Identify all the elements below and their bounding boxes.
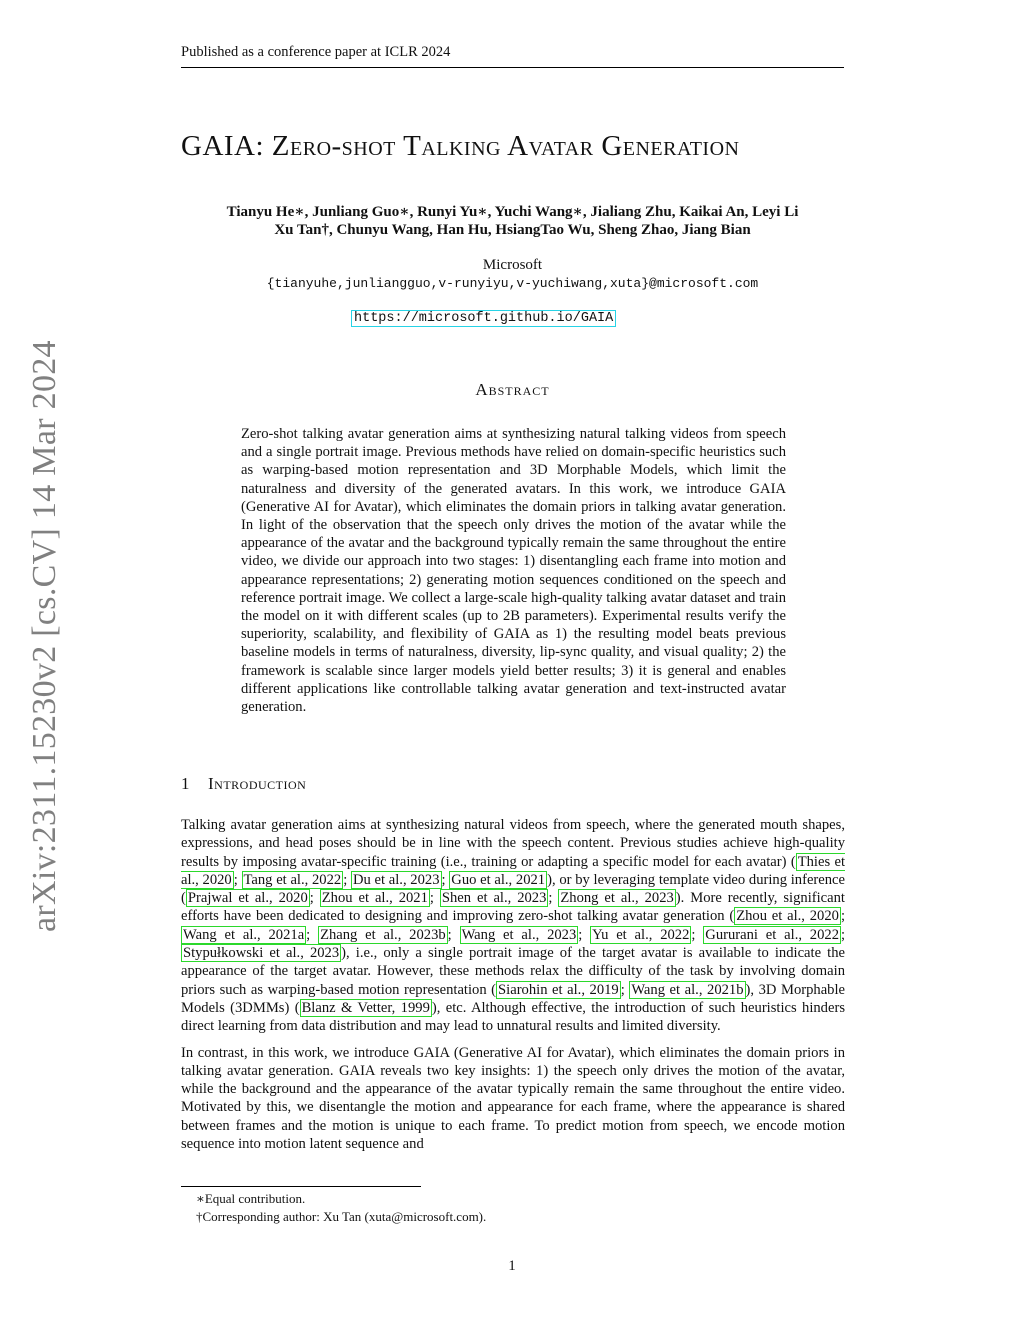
text-run: ; bbox=[841, 926, 846, 943]
text-run: ; bbox=[578, 926, 591, 943]
author-line-2: Xu Tan†, Chunyu Wang, Han Hu, HsiangTao Wu, Sheng Zhao, Jiang Bian bbox=[274, 222, 751, 238]
citation-link[interactable]: Du et al., 2023 bbox=[352, 871, 440, 888]
citation-link[interactable]: Tang et al., 2022 bbox=[243, 871, 342, 888]
page-number: 1 bbox=[508, 1258, 516, 1274]
affiliation: Microsoft bbox=[482, 257, 543, 273]
section-heading bbox=[181, 774, 306, 794]
citation-link[interactable]: Zhang et al., 2023b bbox=[320, 926, 446, 943]
text-run: ; bbox=[840, 908, 845, 925]
citation-link[interactable]: Guo et al., 2021 bbox=[451, 871, 546, 888]
text-run: ), etc. Although effective, the introduction of such heuristics hinders direct learning from data distribution and may lead to unnatural results and limited diversity. bbox=[181, 999, 845, 1035]
citation-link[interactable]: Wang et al., 2023 bbox=[461, 926, 577, 943]
text-run: ), or by leveraging template video during inference ( bbox=[181, 871, 846, 907]
text-run: ), i.e., only a single portrait image of the target avatar is available to indicate the appearance of the target avatar. However, these methods relax the difficulty of the task by involving domain priors such as warping-based motion representation ( bbox=[181, 945, 845, 998]
text-run: ; bbox=[429, 890, 440, 907]
text-run: ; bbox=[309, 890, 320, 907]
section-number: 1 bbox=[181, 774, 190, 793]
author-line-1: Tianyu He∗, Junliang Guo∗, Runyi Yu∗, Yuchi Wang∗, Jialiang Zhu, Kaikai An, Leyi Li bbox=[226, 204, 799, 220]
section-title: Introduction bbox=[208, 774, 307, 793]
text-run: ; bbox=[447, 926, 460, 943]
citation-link[interactable]: Zhong et al., 2023 bbox=[560, 890, 674, 907]
citation-link[interactable]: Siarohin et al., 2019 bbox=[498, 981, 619, 998]
footnote-rule bbox=[181, 1186, 421, 1187]
paragraph-1 bbox=[181, 816, 845, 1036]
text-run: ; bbox=[441, 871, 450, 888]
citation-link[interactable]: Zhou et al., 2020 bbox=[736, 908, 839, 925]
text-run: ; bbox=[691, 926, 704, 943]
text-run: ). More recently, significant efforts have been dedicated to designing and improving zero-shot talking avatar generation ( bbox=[181, 890, 845, 925]
citation-link[interactable]: Stypułkowski et al., 2023 bbox=[183, 945, 340, 962]
citation-link[interactable]: Prajwal et al., 2020 bbox=[187, 890, 308, 907]
footnote-corresponding-author: †Corresponding author: Xu Tan (xuta@microsoft.com). bbox=[196, 1209, 487, 1224]
text-run: Talking avatar generation aims at synthesizing natural videos from speech, where the generated mouth shapes, expressions, and head poses should be in line with the speech content. Previous studies achieve high-quality results by imposing avatar-specific training (i.e., training or adapting a specific model for each avatar) ( bbox=[181, 817, 845, 870]
text-run: ; bbox=[548, 890, 559, 907]
text-run: ; bbox=[620, 981, 630, 998]
text-run: ; bbox=[233, 871, 242, 888]
citation-link[interactable]: Blanz & Vetter, 1999 bbox=[301, 999, 430, 1016]
arxiv-stamp: arXiv:2311.15230v2 [cs.CV] 14 Mar 2024 bbox=[26, 340, 63, 932]
text-run: ; bbox=[343, 871, 351, 888]
text-run: ; bbox=[306, 926, 319, 943]
author-list bbox=[181, 203, 844, 239]
citation-link[interactable]: Yu et al., 2022 bbox=[592, 926, 690, 943]
citation-link[interactable]: Wang et al., 2021a bbox=[183, 926, 305, 943]
paragraph-2: In contrast, in this work, we introduce GAIA (Generative AI for Avatar), which eliminates the domain priors in talking avatar generation. GAIA reveals two key insights: 1) the speech only drives the motion of the avatar, while the background and the appearance of the avatar typically remain the same throughout the entire video. Motivated by this, we disentangle the motion and appearance for each frame, where the appearance is shared between frames and the motion is unique to each frame. To predict motion from speech, we encode motion sequence into motion latent sequence and bbox=[181, 1044, 845, 1153]
citation-link[interactable]: Thies et al., 2020 bbox=[181, 853, 845, 888]
footnote-equal-contribution: ∗Equal contribution. bbox=[196, 1191, 306, 1206]
abstract-heading: Abstract bbox=[475, 380, 550, 399]
author-emails: {tianyuhe,junliangguo,v-runyiyu,v-yuchiwang,xuta}@microsoft.com bbox=[266, 276, 759, 291]
paper-title: GAIA: Zero-shot Talking Avatar Generation bbox=[181, 130, 740, 162]
citation-link[interactable]: Gururani et al., 2022 bbox=[705, 926, 839, 943]
citation-link[interactable]: Shen et al., 2023 bbox=[441, 890, 547, 907]
citation-link[interactable]: Zhou et al., 2021 bbox=[321, 890, 428, 907]
introduction-body bbox=[181, 816, 845, 1161]
abstract-text: Zero-shot talking avatar generation aims at synthesizing natural talking videos from speech and a single portrait image. Previous methods have relied on domain-specific heuristics such as warping-based motion representation and 3D Morphable Models, which limit the naturalness and diversity of the generated avatars. In this work, we introduce GAIA (Generative AI for Avatar), which eliminates the domain priors in talking avatar generation. In light of the observation that the speech only drives the motion of the avatar while the appearance of the avatar and the background typically remain the same throughout the entire video, we divide our approach into two stages: 1) disentangling each frame into motion and appearance representations; 2) generating motion sequences conditioned on the speech and reference portrait image. We collect a large-scale high-quality talking avatar dataset and train the model on it with different scales (up to 2B parameters). Experimental results verify the superiority, scalability, and flexibility of GAIA as 1) the resulting model beats previous baseline models in terms of naturalness, diversity, lip-sync quality, and visual quality; 2) the framework is scalable since larger models yield better results; 3) it is general and enables different applications like controllable talking avatar generation and text-instructed avatar generation. bbox=[241, 426, 786, 716]
footnotes bbox=[196, 1190, 486, 1226]
text-run: ), 3D Morphable Models (3DMMs) ( bbox=[181, 981, 845, 1016]
project-link[interactable]: https://microsoft.github.io/GAIA bbox=[351, 310, 616, 327]
citation-link[interactable]: Wang et al., 2021b bbox=[631, 981, 744, 998]
running-header: Published as a conference paper at ICLR 2024 bbox=[181, 44, 844, 68]
